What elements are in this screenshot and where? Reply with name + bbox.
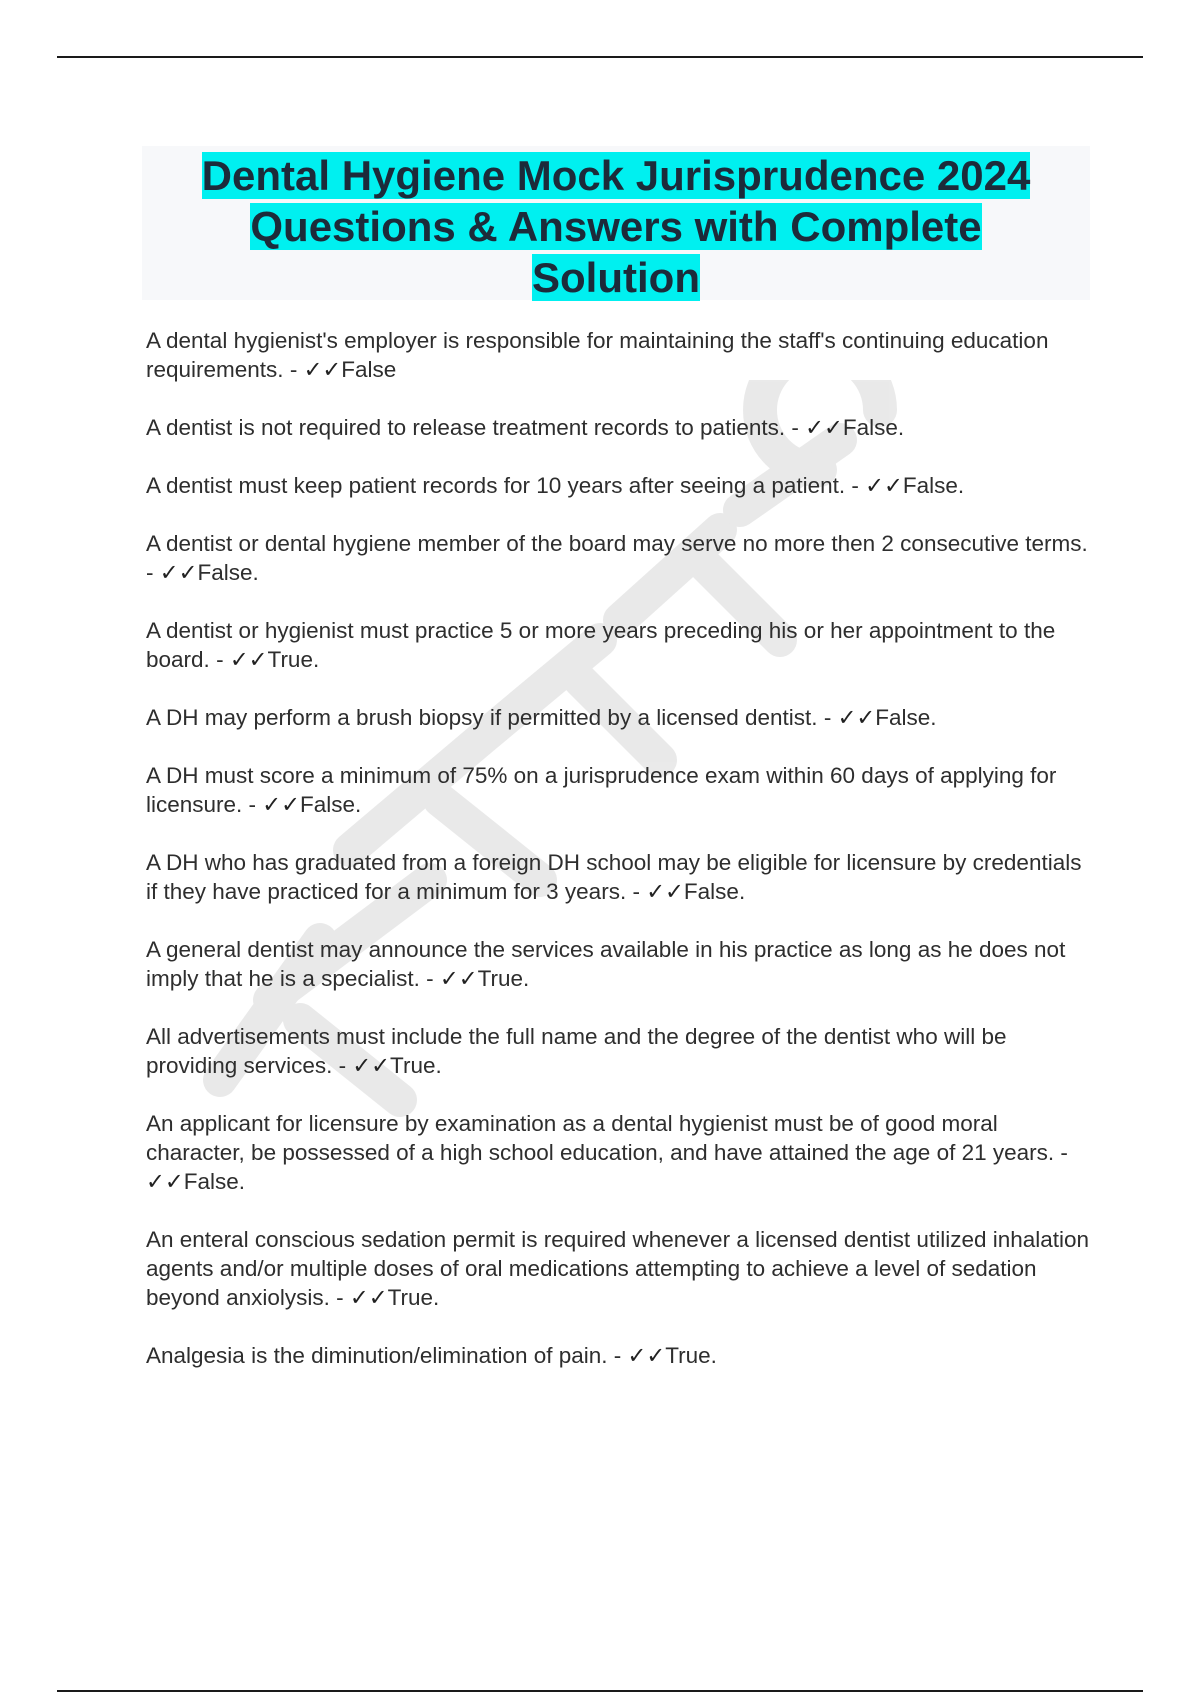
qa-item: [146, 1225, 1096, 1312]
answer-separator: -: [817, 705, 838, 730]
answer-text: False.: [683, 879, 746, 904]
qa-item: [146, 761, 1096, 819]
answer-separator: -: [419, 966, 440, 991]
answer-separator: -: [626, 879, 647, 904]
answer-text: False.: [875, 705, 937, 730]
double-check-icon: ✓✓: [146, 1169, 184, 1194]
answer-separator: -: [1054, 1140, 1068, 1165]
answer-separator: -: [209, 647, 230, 672]
top-rule: [57, 56, 1143, 58]
double-check-icon: ✓✓: [627, 1343, 666, 1368]
answer-separator: -: [242, 792, 263, 817]
title-line-2: Questions & Answers with Complete: [250, 203, 982, 250]
double-check-icon: ✓✓: [229, 647, 268, 672]
question-text: A dentist is not required to release treatment records to patients.: [146, 415, 786, 440]
double-check-icon: ✓✓: [303, 357, 342, 382]
question-text: A DH may perform a brush biopsy if permitted by a licensed dentist.: [146, 705, 818, 730]
answer-separator: -: [607, 1343, 628, 1368]
qa-item: [146, 1341, 1096, 1370]
question-text: A DH who has graduated from a foreign DH school may be eligible for licensure by credentials if they have practiced for a minimum for 3 years.: [146, 850, 1082, 904]
qa-item: [146, 848, 1096, 906]
answer-text: False.: [197, 560, 259, 585]
question-text: A dentist or hygienist must practice 5 or more years preceding his or her appointment to the board.: [146, 618, 1056, 672]
answer-separator: -: [146, 560, 160, 585]
qa-list: [146, 326, 1096, 1399]
qa-item: [146, 1022, 1096, 1080]
double-check-icon: ✓✓: [646, 879, 684, 904]
qa-item: [146, 703, 1096, 732]
question-text: All advertisements must include the full name and the degree of the dentist who will be providing services.: [146, 1024, 1007, 1078]
question-text: A general dentist may announce the services available in his practice as long as he does not imply that he is a specialist.: [146, 937, 1066, 991]
qa-item: [146, 413, 1096, 442]
qa-item: [146, 935, 1096, 993]
question-text: An applicant for licensure by examination as a dental hygienist must be of good moral character, be possessed of a high school education, and have attained the age of 21 years.: [146, 1111, 1055, 1165]
double-check-icon: ✓✓: [262, 792, 301, 817]
double-check-icon: ✓✓: [805, 415, 843, 440]
double-check-icon: ✓✓: [865, 473, 903, 498]
bottom-rule: [57, 1690, 1143, 1692]
question-text: Analgesia is the diminution/elimination of pain.: [146, 1343, 608, 1368]
question-text: A dental hygienist's employer is responsible for maintaining the staff's continuing education requirements.: [146, 328, 1049, 382]
qa-item: [146, 529, 1096, 587]
answer-separator: -: [329, 1285, 350, 1310]
answer-text: True.: [390, 1053, 442, 1078]
question-text: A dentist must keep patient records for 10 years after seeing a patient.: [146, 473, 846, 498]
double-check-icon: ✓✓: [837, 705, 876, 730]
answer-text: False.: [300, 792, 362, 817]
answer-separator: -: [785, 415, 806, 440]
answer-separator: -: [283, 357, 304, 382]
qa-item: [146, 471, 1096, 500]
qa-item: [146, 326, 1096, 384]
answer-text: False.: [902, 473, 965, 498]
answer-text: True.: [477, 966, 530, 991]
question-text: A dentist or dental hygiene member of the board may serve no more then 2 consecutive terms.: [146, 531, 1088, 556]
title-line-3: Solution: [532, 254, 700, 301]
document-title: [142, 146, 1090, 303]
answer-text: False: [341, 357, 397, 382]
answer-text: False.: [183, 1169, 245, 1194]
qa-item: [146, 616, 1096, 674]
answer-text: True.: [267, 647, 320, 672]
answer-separator: -: [332, 1053, 353, 1078]
double-check-icon: ✓✓: [349, 1285, 388, 1310]
double-check-icon: ✓✓: [439, 966, 478, 991]
answer-separator: -: [845, 473, 866, 498]
question-text: A DH must score a minimum of 75% on a jurisprudence exam within 60 days of applying for licensure.: [146, 763, 1057, 817]
question-text: An enteral conscious sedation permit is required whenever a licensed dentist utilized inhalation agents and/or multiple doses of oral medications attempting to achieve a level of sedation beyond anxiolysis.: [146, 1227, 1090, 1310]
title-line-1: Dental Hygiene Mock Jurisprudence 2024: [201, 152, 1031, 199]
title-banner: [142, 146, 1090, 300]
answer-text: False.: [842, 415, 905, 440]
qa-item: [146, 1109, 1096, 1196]
double-check-icon: ✓✓: [159, 560, 198, 585]
double-check-icon: ✓✓: [352, 1053, 391, 1078]
answer-text: True.: [665, 1343, 717, 1368]
answer-text: True.: [387, 1285, 440, 1310]
